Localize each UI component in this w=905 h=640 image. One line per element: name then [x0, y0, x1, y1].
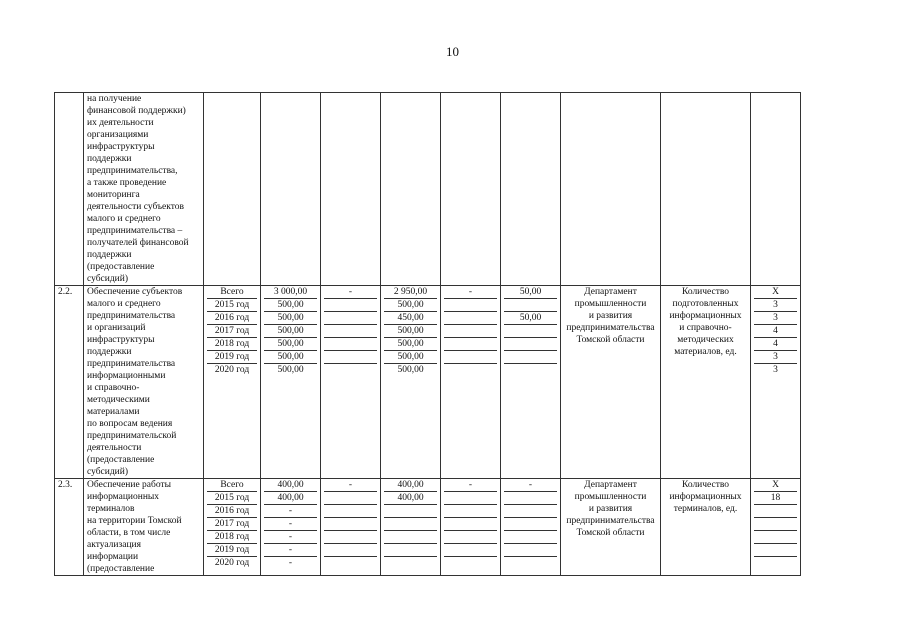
year-column-cell: 2018 год — [207, 531, 257, 544]
regional-column — [381, 286, 441, 479]
extra-column-cell — [504, 531, 557, 544]
department — [561, 286, 661, 479]
total-column-cell: 500,00 — [264, 299, 317, 312]
regional-column-cell: 400,00 — [384, 492, 437, 505]
measure-name-line: предпринимательства — [87, 359, 176, 369]
measure-name-line: поддержки — [87, 347, 132, 357]
measure-name — [84, 479, 204, 576]
indicator-value-column-cell: 3 — [754, 299, 797, 312]
federal-column-cell — [324, 351, 377, 364]
measure-name-line: (предоставление — [87, 564, 155, 574]
local-column-cell — [444, 299, 497, 312]
year-column-cell: 2015 год — [207, 299, 257, 312]
indicator-line: терминалов, ед. — [673, 504, 738, 514]
indicator-value-column-cell: 18 — [754, 492, 797, 505]
total-column-cell: 400,00 — [264, 492, 317, 505]
measure-name-line: по вопросам ведения — [87, 419, 173, 429]
department-line: Департамент — [584, 480, 637, 490]
extra-column-cell: 50,00 — [504, 312, 557, 325]
year-column-cell: 2016 год — [207, 505, 257, 518]
year-column-cell: 2019 год — [207, 544, 257, 557]
federal-column-cell — [324, 505, 377, 518]
indicator-value-column-cell — [754, 505, 797, 518]
federal-column-cell — [324, 312, 377, 325]
total-column — [261, 479, 321, 576]
extra-column-cell — [504, 338, 557, 351]
empty-cell — [321, 93, 381, 286]
extra-column-cell — [504, 325, 557, 338]
empty-cell — [561, 93, 661, 286]
indicator — [661, 286, 751, 479]
measure-name-line: субсидий) — [87, 467, 129, 477]
measure-name-line: мониторинга — [87, 190, 140, 200]
indicator-value-column-cell: X — [754, 286, 797, 299]
department-line: и развития — [588, 504, 633, 514]
regional-column-cell: 500,00 — [384, 325, 437, 338]
measure-name-line: поддержки — [87, 250, 132, 260]
federal-column-cell: - — [324, 479, 377, 492]
federal-column-cell: - — [324, 286, 377, 299]
extra-column-cell — [504, 492, 557, 505]
indicator-line: информационных — [669, 492, 742, 502]
local-column-cell — [444, 518, 497, 531]
local-column-cell — [444, 557, 497, 570]
indicator-line: методических — [677, 335, 734, 345]
regional-column-cell — [384, 531, 437, 544]
measure-name-line: Обеспечение работы — [87, 480, 172, 490]
measure-name-line: информационными — [87, 371, 166, 381]
regional-column-cell: 500,00 — [384, 351, 437, 364]
total-column-cell: 500,00 — [264, 312, 317, 325]
local-column-cell — [444, 364, 497, 377]
federal-column — [321, 286, 381, 479]
indicator-value-column — [751, 286, 801, 479]
federal-column-cell — [324, 338, 377, 351]
year-column-cell: 2017 год — [207, 325, 257, 338]
indicator-value-column-cell — [754, 544, 797, 557]
local-column-cell — [444, 505, 497, 518]
total-column-cell: - — [264, 505, 317, 518]
year-column — [204, 479, 261, 576]
indicator-value-column-cell — [754, 531, 797, 544]
measure-name-line: информации — [87, 552, 139, 562]
measure-name-line: на территории Томской — [87, 516, 182, 526]
local-column-cell — [444, 351, 497, 364]
extra-column-cell — [504, 544, 557, 557]
measure-name-line: предпринимательства, — [87, 166, 178, 176]
measure-name-line: предпринимательства — [87, 311, 176, 321]
row-number: 2.3. — [55, 479, 84, 576]
regional-column-cell: 500,00 — [384, 338, 437, 351]
measure-name-line: малого и среднего — [87, 299, 161, 309]
year-column-cell: Всего — [207, 286, 257, 299]
row-number: 2.2. — [55, 286, 84, 479]
measure-name-line: малого и среднего — [87, 214, 161, 224]
federal-column-cell — [324, 364, 377, 377]
local-column-cell — [444, 492, 497, 505]
measure-name-line: поддержки — [87, 154, 132, 164]
year-column-cell: 2019 год — [207, 351, 257, 364]
regional-column — [381, 479, 441, 576]
indicator-line: Количество — [681, 287, 730, 297]
indicator-line: информационных — [669, 311, 742, 321]
indicator-value-column-cell: 3 — [773, 365, 778, 375]
federal-column-cell — [324, 492, 377, 505]
federal-column-cell — [324, 544, 377, 557]
year-column-cell: 2018 год — [207, 338, 257, 351]
extra-column-cell — [504, 299, 557, 312]
extra-column-cell — [504, 364, 557, 377]
federal-column-cell — [324, 557, 377, 570]
extra-column-cell — [504, 351, 557, 364]
program-table — [54, 92, 801, 576]
measure-name-line: деятельности субъектов — [87, 202, 184, 212]
measure-name-line: материалами — [87, 407, 140, 417]
year-column-cell: Всего — [207, 479, 257, 492]
empty-cell — [661, 93, 751, 286]
table-row-continuation — [55, 93, 801, 286]
total-column-cell: 500,00 — [264, 351, 317, 364]
indicator-value-column-cell — [754, 557, 797, 570]
measure-name-line: терминалов — [87, 504, 135, 514]
total-column — [261, 286, 321, 479]
regional-column-cell — [384, 557, 437, 570]
measure-name-line: финансовой поддержки) — [87, 106, 186, 116]
local-column-cell — [444, 338, 497, 351]
local-column — [441, 286, 501, 479]
regional-column-cell: 2 950,00 — [384, 286, 437, 299]
measure-name-line: инфраструктуры — [87, 142, 155, 152]
local-column-cell — [444, 312, 497, 325]
year-column-cell: 2015 год — [207, 492, 257, 505]
indicator — [661, 479, 751, 576]
total-column-cell: - — [264, 544, 317, 557]
department-line: Томской области — [576, 335, 645, 345]
federal-column-cell — [324, 518, 377, 531]
local-column-cell — [444, 531, 497, 544]
measure-name-line: области, в том числе — [87, 528, 171, 538]
department-line: промышленности — [574, 299, 647, 309]
indicator-line: Количество — [681, 480, 730, 490]
local-column-cell — [444, 325, 497, 338]
regional-column-cell: 500,00 — [397, 365, 424, 375]
indicator-value-column-cell: 3 — [754, 351, 797, 364]
measure-name-line: актуализация — [87, 540, 141, 550]
total-column-cell: 500,00 — [277, 365, 304, 375]
indicator-value-column-cell — [754, 518, 797, 531]
total-column-cell: 400,00 — [264, 479, 317, 492]
measure-name-line: а также проведение — [87, 178, 167, 188]
empty-cell — [441, 93, 501, 286]
federal-column-cell — [324, 531, 377, 544]
total-column-cell: 3 000,00 — [264, 286, 317, 299]
regional-column-cell — [384, 505, 437, 518]
regional-column-cell — [384, 518, 437, 531]
federal-column — [321, 479, 381, 576]
measure-name-line: получателей финансовой — [87, 238, 189, 248]
measure-name-line: организациями — [87, 130, 149, 140]
local-column-cell — [444, 544, 497, 557]
row-number — [55, 93, 84, 286]
measure-name-line: предпринимательства – — [87, 226, 183, 236]
measure-name-line: инфраструктуры — [87, 335, 155, 345]
measure-name-line: их деятельности — [87, 118, 154, 128]
department-line: Томской области — [576, 528, 645, 538]
total-column-cell: 500,00 — [264, 338, 317, 351]
measure-name-line: (предоставление — [87, 455, 155, 465]
measure-name-line: методическими — [87, 395, 150, 405]
measure-name-line: субсидий) — [87, 274, 129, 284]
empty-cell — [204, 93, 261, 286]
year-column-cell: 2017 год — [207, 518, 257, 531]
measure-name-line: деятельности — [87, 443, 142, 453]
indicator-value-column-cell: 4 — [754, 325, 797, 338]
indicator-line: материалов, ед. — [674, 347, 737, 357]
extra-column-cell — [504, 518, 557, 531]
indicator-value-column-cell: 3 — [754, 312, 797, 325]
department-line: предпринимательства — [566, 323, 655, 333]
local-column-cell: - — [444, 479, 497, 492]
indicator-value-column-cell: 4 — [754, 338, 797, 351]
empty-cell — [501, 93, 561, 286]
indicator-line: и справочно- — [679, 323, 732, 333]
local-column — [441, 479, 501, 576]
table-row — [55, 286, 801, 479]
measure-name-line: на получение — [87, 94, 142, 104]
department-line: промышленности — [574, 492, 647, 502]
measure-name — [84, 93, 204, 286]
year-column-cell: 2020 год — [214, 365, 250, 375]
extra-column-cell: 50,00 — [504, 286, 557, 299]
page-number: 10 — [446, 44, 459, 59]
year-column-cell: 2016 год — [207, 312, 257, 325]
extra-column-cell: - — [504, 479, 557, 492]
year-column — [204, 286, 261, 479]
measure-name-line: информационных — [87, 492, 160, 502]
regional-column-cell: 400,00 — [384, 479, 437, 492]
extra-column — [501, 479, 561, 576]
department-line: предпринимательства — [566, 516, 655, 526]
measure-name-line: предпринимательской — [87, 431, 177, 441]
total-column-cell: 500,00 — [264, 325, 317, 338]
year-column-cell: 2020 год — [214, 558, 250, 568]
measure-name — [84, 286, 204, 479]
regional-column-cell: 500,00 — [384, 299, 437, 312]
table-row — [55, 479, 801, 576]
extra-column-cell — [504, 505, 557, 518]
department-line: и развития — [588, 311, 633, 321]
empty-cell — [751, 93, 801, 286]
total-column-cell: - — [264, 518, 317, 531]
department-line: Департамент — [584, 287, 637, 297]
measure-name-line: и справочно- — [87, 383, 140, 393]
indicator-line: подготовленных — [672, 299, 739, 309]
federal-column-cell — [324, 299, 377, 312]
regional-column-cell — [384, 544, 437, 557]
local-column-cell: - — [444, 286, 497, 299]
extra-column-cell — [504, 557, 557, 570]
total-column-cell: - — [288, 558, 293, 568]
measure-name-line: и организаций — [87, 323, 146, 333]
federal-column-cell — [324, 325, 377, 338]
empty-cell — [261, 93, 321, 286]
regional-column-cell: 450,00 — [384, 312, 437, 325]
total-column-cell: - — [264, 531, 317, 544]
empty-cell — [381, 93, 441, 286]
indicator-value-column-cell: X — [754, 479, 797, 492]
measure-name-line: Обеспечение субъектов — [87, 287, 183, 297]
extra-column — [501, 286, 561, 479]
department — [561, 479, 661, 576]
measure-name-line: (предоставление — [87, 262, 155, 272]
indicator-value-column — [751, 479, 801, 576]
